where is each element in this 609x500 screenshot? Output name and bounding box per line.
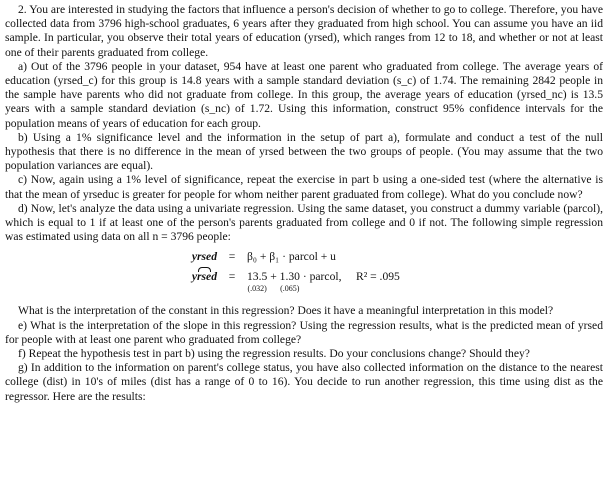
estimated-equation (173, 270, 603, 298)
constant-standard-error: (.032) (247, 284, 267, 294)
part-g: g) In addition to the information on parent's college status, you have also collected information on the distance to the nearest college (dist) in 10's of miles (dist has a range of 0 to 16). You decide to run another regression, this time using dist as the regressor. Here are the results: (5, 361, 603, 403)
part-a: a) Out of the 3796 people in your dataset, 954 have at least one parent who graduated from college. The average years of education (yrsed_c) for this group is 14.8 years with a sample standard deviation (s_c) of 1.74. The remaining 2842 people in the sample have parents who did not graduate from college. In this group, the average years of education (yrsed_nc) is 13.5 years with a sample standard deviation (s_nc) of 1.72. Using this information, construct 95% confidence intervals for the population means of years of education for each group. (5, 59, 603, 130)
part-d: d) Now, let's analyze the data using a univariate regression. Using the same dataset, you construct a dummy variable (parcol), which is equal to 1 if at least one of the person's parents graduated from college and 0 if not. The following simple regression was estimated using data on all n = 3796 people: (5, 201, 603, 244)
constant-coefficient (247, 270, 267, 293)
population-equation (173, 250, 603, 270)
slope-value: 1.30 (279, 270, 300, 284)
estimated-lhs-text: yrsed (191, 270, 217, 284)
regressor-term: · parcol, (302, 270, 342, 284)
problem-intro: 2. You are interested in studying the factors that influence a person's decision of whether to go to college. Therefore, you have collected data from 3796 high-school graduates, 6 years after they graduated from high school. You can assume you have an iid sample. In particular, you observe their total years of education (yrsed), which ranges from 12 to 18, and whether or not at least one of their parents graduated from college. (5, 3, 603, 59)
slope-coefficient (280, 270, 300, 293)
part-b: b) Using a 1% significance level and the information in the setup of part a), formulate and conduct a test of the null hypothesis that there is no difference in the mean of yrsed between the two groups of people. (You may assume that the two population variances are equal). (5, 130, 603, 173)
part-f: f) Repeat the hypothesis test in part b) using the regression results. Do your conclusions change? Should they? (18, 347, 530, 361)
constant-value: 13.5 (247, 270, 268, 284)
regression-equations (173, 250, 603, 298)
equation-lhs-hat (173, 270, 217, 284)
slope-standard-error: (.065) (280, 284, 300, 294)
equation-rhs: β₀ + β₁ · parcol + u (247, 250, 336, 264)
equation-lhs: yrsed (191, 250, 217, 264)
plus-sign: + (270, 270, 277, 284)
equals-sign: = (228, 250, 236, 264)
hat-accent (192, 270, 217, 284)
part-e: e) What is the interpretation of the slope in this regression? Using the regression results, what is the predicted mean of yrsed for people with at least one parent who graduated from college? (5, 318, 603, 346)
estimated-rhs (247, 270, 400, 293)
r-squared: R² = .095 (356, 270, 400, 284)
equals-sign-estimated: = (228, 270, 236, 284)
part-c: c) Now, again using a 1% level of significance, repeat the exercise in part b using a one-sided test (where the alternative is that the mean of yrseduc is greater for people for whom neither parent graduated from college). What do you conclude now? (5, 173, 603, 201)
part-d-question: What is the interpretation of the constant in this regression? Does it have a meaningful interpretation in this model? (18, 304, 554, 318)
